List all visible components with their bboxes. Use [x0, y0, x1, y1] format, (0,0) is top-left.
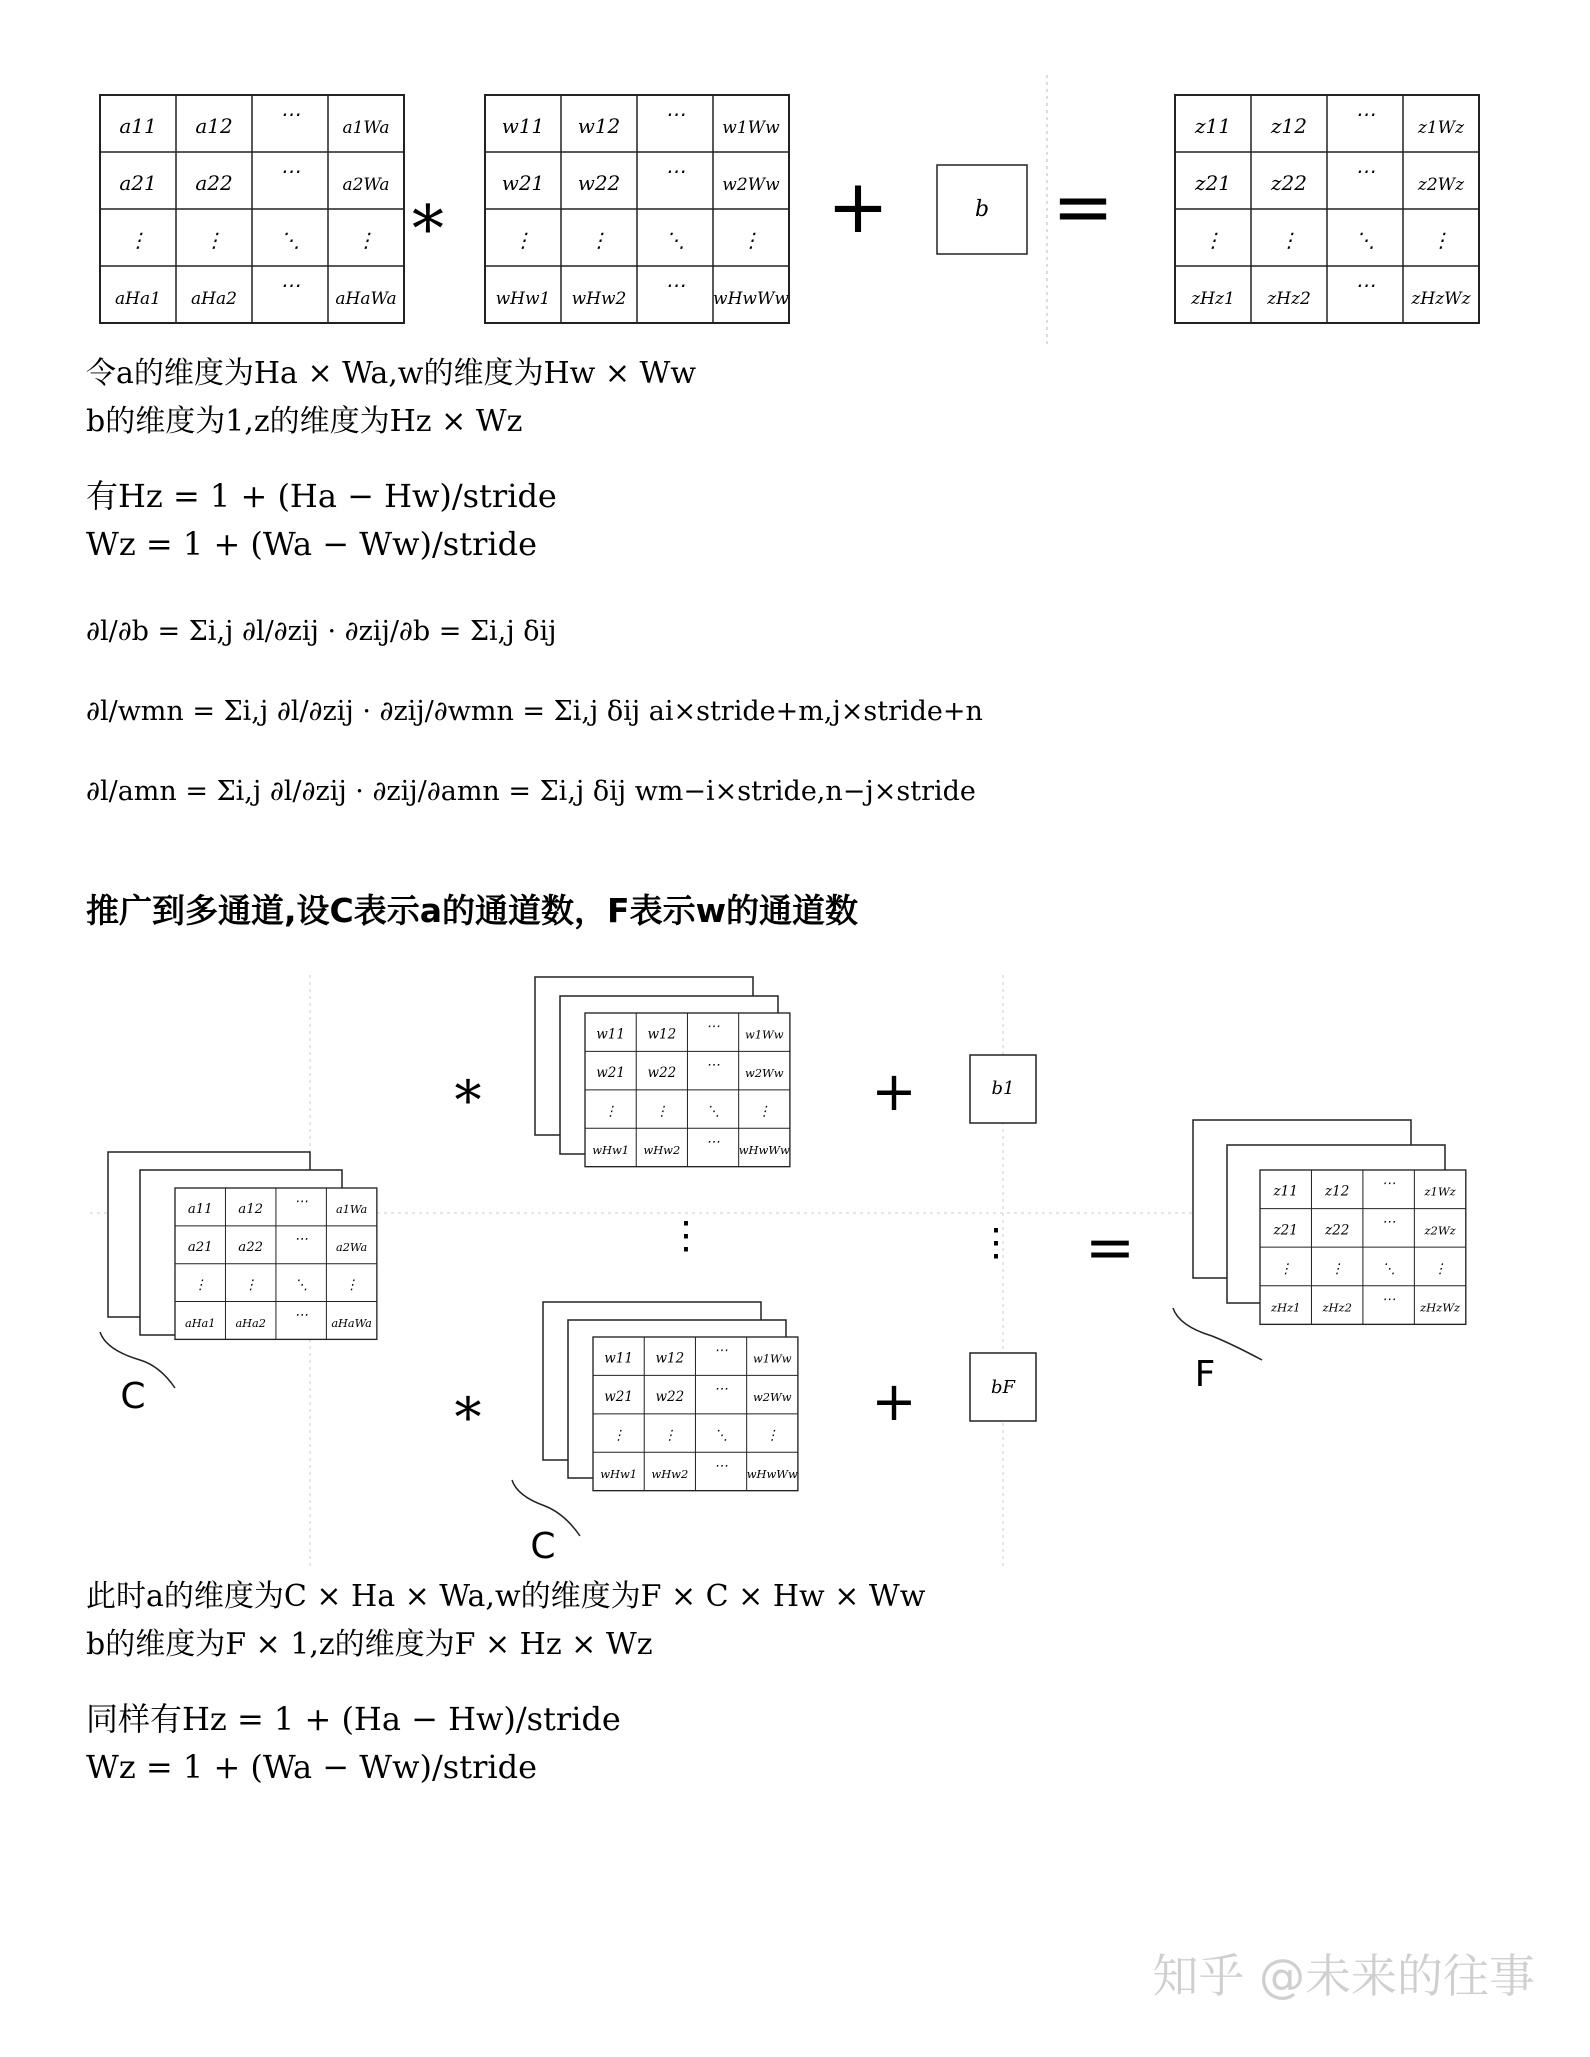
matrix-cell: w22 — [577, 171, 621, 195]
matrix-cell: w21 — [596, 1065, 625, 1082]
matrix-cell: ⋮ — [589, 228, 609, 252]
matrix-cell: ⋮ — [1330, 1260, 1344, 1277]
matrix-cell: z11 — [1195, 114, 1231, 138]
equals-operator: = — [1084, 1213, 1136, 1283]
matrix-cell: ⋮ — [344, 1277, 359, 1293]
matrix-cell: ⋮ — [603, 1103, 618, 1120]
matrix-cell: z1Wz — [1424, 1184, 1456, 1199]
brace-f — [1173, 1308, 1262, 1360]
filter-stack-first — [535, 977, 790, 1167]
gradient-w-formula: ∂l/wmn = Σi,j ∂l/∂zij · ∂zij/∂wmn = Σi,j δij ai×stride+m,j×stride+n — [86, 696, 983, 727]
matrix-cell: ⋯ — [1355, 102, 1375, 126]
dimension-line-2: b的维度为1,z的维度为Hz × Wz — [86, 404, 523, 439]
bias-last-label: bF — [990, 1377, 1016, 1398]
matrix-cell: ⋯ — [1381, 1291, 1396, 1308]
matrix-cell: ⋯ — [706, 1133, 720, 1150]
size-formula-line-2: Wz = 1 + (Wa − Ww)/stride — [86, 525, 538, 563]
plus-operator: + — [871, 1370, 917, 1433]
matrix-cell: ⋯ — [1355, 159, 1375, 183]
matrix-cell: ⋮ — [655, 1103, 669, 1120]
matrix-cell: wHw2 — [651, 1466, 689, 1481]
matrix-cell: w2Ww — [752, 1390, 792, 1405]
matrix-cell: aHa2 — [191, 289, 237, 309]
convolution-operator: ∗ — [406, 180, 450, 254]
section-heading: 推广到多通道,设C表示a的通道数，F表示w的通道数 — [86, 891, 859, 930]
filter-stack-last — [543, 1302, 798, 1491]
matrix-cell: ⋱ — [1355, 228, 1375, 252]
matrix-cell: ⋯ — [665, 273, 685, 297]
matrix-cell: z12 — [1324, 1183, 1350, 1200]
matrix-cell: ⋮ — [244, 1277, 258, 1293]
bias-label: b — [974, 197, 990, 222]
watermark: 知乎 @未来的往事 — [1152, 1949, 1535, 2003]
matrix-cell: z1Wz — [1417, 118, 1465, 138]
gradient-a-formula: ∂l/amn = Σi,j ∂l/∂zij · ∂zij/∂amn = Σi,j δij wm−i×stride,n−j×stride — [86, 776, 976, 807]
matrix-cell: zHz1 — [1191, 289, 1235, 309]
matrix-cell: ⋯ — [1381, 1214, 1396, 1231]
matrix-cell: w11 — [596, 1026, 625, 1043]
matrix-cell: a11 — [187, 1202, 213, 1218]
gradient-b-formula: ∂l/∂b = Σi,j ∂l/∂zij · ∂zij/∂b = Σi,j δij — [86, 616, 557, 647]
matrix-cell: a22 — [195, 171, 233, 195]
matrix-cell: z22 — [1324, 1222, 1350, 1239]
matrix-cell: ⋮ — [193, 1277, 207, 1293]
matrix-cell: ⋮ — [128, 228, 148, 252]
matrix-cell: z2Wz — [1417, 175, 1465, 195]
matrix-cell: ⋯ — [1355, 273, 1375, 297]
matrix-cell: ⋮ — [204, 228, 224, 252]
matrix-cell: ⋱ — [714, 1427, 728, 1444]
matrix-cell: ⋯ — [294, 1307, 308, 1323]
matrix-w — [485, 95, 789, 323]
matrix-cell: ⋮ — [1278, 1260, 1293, 1277]
matrix-cell: aHa1 — [115, 289, 161, 309]
bias-box — [937, 165, 1027, 254]
matrix-cell: ⋮ — [611, 1427, 626, 1444]
matrix-cell: w12 — [655, 1350, 685, 1367]
matrix-cell: ⋮ — [1431, 228, 1451, 252]
matrix-z — [1175, 95, 1479, 323]
channel-label-c: C — [120, 1376, 146, 1417]
matrix-cell: ⋯ — [280, 273, 300, 297]
matrix-cell: a12 — [238, 1202, 264, 1218]
matrix-cell: aHaWa — [331, 1316, 372, 1330]
matrix-cell: ⋱ — [294, 1277, 308, 1293]
matrix-cell: ⋱ — [1381, 1260, 1396, 1277]
matrix-cell: ⋯ — [706, 1056, 720, 1073]
matrix-cell: wHwWw — [713, 289, 789, 309]
matrix-cell: w11 — [604, 1350, 633, 1367]
matrix-cell: a1Wa — [336, 1203, 368, 1217]
matrix-cell: aHaWa — [335, 289, 397, 309]
plus-operator: + — [871, 1060, 917, 1123]
bias-box-first — [970, 1055, 1036, 1123]
matrix-cell: zHzWz — [1411, 289, 1471, 309]
vertical-ellipsis: ⋮ — [667, 1213, 705, 1257]
matrix-cell: ⋯ — [294, 1232, 308, 1248]
equals-operator: = — [1051, 164, 1115, 250]
matrix-cell: w22 — [647, 1065, 677, 1082]
matrix-cell: ⋯ — [714, 1380, 728, 1397]
bias-first-label: b1 — [991, 1078, 1015, 1099]
channel-label-c: C — [530, 1526, 556, 1567]
matrix-cell: w12 — [577, 114, 621, 138]
matrix-cell: w11 — [501, 114, 545, 138]
matrix-cell: ⋱ — [665, 228, 685, 252]
matrix-cell: wHw1 — [592, 1142, 630, 1157]
matrix-cell: ⋯ — [280, 102, 300, 126]
matrix-cell: ⋮ — [1203, 228, 1223, 252]
matrix-cell: zHz1 — [1270, 1300, 1301, 1315]
matrix-cell: z21 — [1273, 1222, 1298, 1239]
matrix-cell: a1Wa — [342, 118, 390, 138]
matrix-cell: wHw1 — [495, 289, 551, 309]
matrix-cell: a2Wa — [336, 1241, 368, 1255]
matrix-cell: aHa1 — [185, 1316, 216, 1330]
matrix-cell: zHz2 — [1267, 289, 1311, 309]
matrix-cell: a11 — [119, 114, 157, 138]
matrix-cell: wHw2 — [643, 1142, 681, 1157]
matrix-cell: z2Wz — [1424, 1223, 1456, 1238]
matrix-cell: ⋮ — [1433, 1260, 1447, 1277]
matrix-cell: w1Ww — [744, 1027, 784, 1042]
matrix-cell: ⋮ — [1279, 228, 1299, 252]
matrix-cell: aHa2 — [235, 1316, 266, 1330]
matrix-cell: ⋯ — [706, 1018, 720, 1035]
matrix-cell: ⋮ — [757, 1103, 772, 1120]
matrix-cell: ⋯ — [1381, 1175, 1396, 1192]
matrix-cell: wHw2 — [571, 289, 627, 309]
matrix-cell: a21 — [187, 1240, 213, 1256]
matrix-cell: z21 — [1195, 171, 1231, 195]
same-size-line-1: 同样有Hz = 1 + (Ha − Hw)/stride — [86, 1700, 621, 1738]
matrix-cell: ⋯ — [665, 159, 685, 183]
matrix-cell: ⋱ — [280, 228, 300, 252]
matrix-cell: a21 — [119, 171, 157, 195]
matrix-cell: z11 — [1273, 1183, 1298, 1200]
matrix-cell: w22 — [655, 1389, 685, 1406]
matrix-a — [100, 95, 404, 323]
matrix-cell: w1Ww — [752, 1351, 792, 1366]
matrix-cell: w2Ww — [722, 175, 780, 195]
size-formula-line-1: 有Hz = 1 + (Ha − Hw)/stride — [86, 477, 557, 515]
multi-dimension-line-2: b的维度为F × 1,z的维度为F × Hz × Wz — [86, 1627, 653, 1662]
dimension-line-1: 令a的维度为Ha × Wa,w的维度为Hw × Ww — [86, 356, 697, 391]
vertical-ellipsis: ⋮ — [977, 1220, 1015, 1264]
channel-label-f: F — [1194, 1354, 1216, 1395]
matrix-cell: ⋮ — [765, 1427, 780, 1444]
multi-dimension-line-1: 此时a的维度为C × Ha × Wa,w的维度为F × C × Hw × Ww — [86, 1579, 926, 1614]
matrix-cell: w21 — [604, 1389, 633, 1406]
matrix-cell: ⋯ — [665, 102, 685, 126]
plus-operator: + — [826, 164, 890, 250]
matrix-cell: zHz2 — [1322, 1300, 1352, 1315]
matrix-cell: ⋯ — [714, 1342, 728, 1359]
matrix-cell: z12 — [1271, 114, 1307, 138]
matrix-cell: ⋮ — [356, 228, 376, 252]
matrix-cell: zHzWz — [1420, 1300, 1461, 1315]
input-channel-stack — [108, 1152, 377, 1339]
matrix-cell: wHw1 — [600, 1466, 638, 1481]
convolution-operator: ∗ — [449, 1058, 487, 1121]
matrix-cell: w1Ww — [722, 118, 780, 138]
matrix-cell: a12 — [195, 114, 233, 138]
matrix-cell: wHwWw — [738, 1142, 790, 1157]
matrix-cell: ⋯ — [280, 159, 300, 183]
matrix-cell: a22 — [238, 1240, 264, 1256]
output-channel-stack — [1193, 1120, 1466, 1324]
matrix-cell: w21 — [501, 171, 545, 195]
matrix-cell: w2Ww — [744, 1066, 784, 1081]
matrix-cell: ⋮ — [741, 228, 761, 252]
matrix-cell: wHwWw — [746, 1466, 798, 1481]
matrix-cell: ⋮ — [513, 228, 533, 252]
convolution-operator: ∗ — [449, 1375, 487, 1438]
matrix-cell: ⋯ — [294, 1194, 308, 1210]
matrix-cell: w12 — [647, 1026, 677, 1043]
matrix-cell: ⋯ — [714, 1457, 728, 1474]
matrix-cell: a2Wa — [342, 175, 390, 195]
bias-box-last — [970, 1353, 1036, 1421]
same-size-line-2: Wz = 1 + (Wa − Ww)/stride — [86, 1748, 538, 1786]
matrix-cell: ⋮ — [663, 1427, 677, 1444]
matrix-cell: ⋱ — [706, 1103, 720, 1120]
matrix-cell: z22 — [1271, 171, 1307, 195]
